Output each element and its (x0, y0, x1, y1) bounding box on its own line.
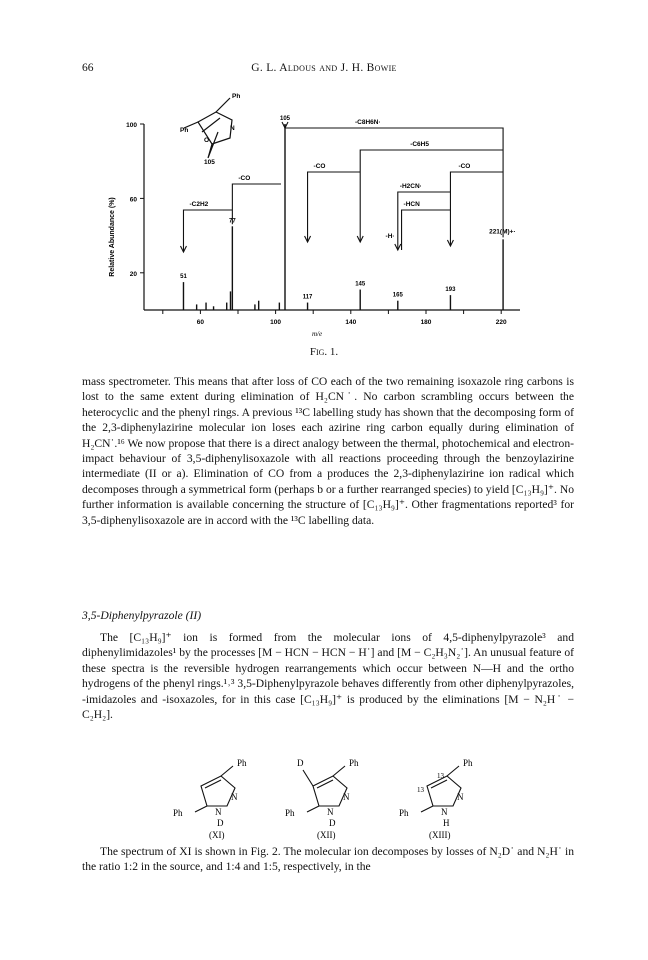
y-tick-label: 20 (129, 270, 137, 278)
section-heading: 3,5-Diphenylpyrazole (II) (82, 609, 202, 622)
peak-label-165: 165 (392, 292, 403, 299)
annot-c2h2: -C2H2 (189, 201, 209, 208)
struct-ph-left: Ph (180, 127, 189, 134)
xi-label: (XI) (209, 830, 225, 840)
annot-co-3: -CO (238, 175, 251, 182)
path-c6h5 (360, 150, 503, 242)
struct-105: 105 (204, 159, 215, 166)
y-tick-label: 60 (129, 196, 137, 204)
xiii-ph-left: Ph (399, 808, 409, 818)
annot-c8h6n: -C8H6N· (355, 119, 381, 126)
xii-n1: N (343, 792, 350, 802)
paragraph-3-text: The spectrum of XI is shown in Fig. 2. The molecular ion decomposes by losses of N₂D˙ and N₂H˙ in the ratio 1:2 in the source, and 1:4 and 1:5, respectively, in the (82, 845, 574, 874)
xiii-label: (XIII) (429, 830, 451, 840)
xi-d: D (217, 818, 224, 828)
chart-axes (109, 122, 520, 338)
struct-ph-top: Ph (232, 93, 241, 100)
xii-label: (XII) (317, 830, 336, 840)
path-co-3 (232, 184, 281, 224)
peak-label-117: 117 (302, 294, 313, 301)
paragraph-2 (82, 630, 574, 722)
running-authors: G. L. Aldous and J. H. Bowie (251, 62, 397, 74)
page-number: 66 (82, 62, 94, 74)
structure-xi (195, 766, 235, 812)
path-c8h6n (285, 124, 503, 237)
x-axis-label: m/e (312, 330, 323, 338)
x-tick-label: 220 (495, 319, 507, 326)
structure-xii (303, 766, 347, 812)
peak-label-193: 193 (445, 287, 456, 294)
annot-c6h5: -C6H5 (410, 141, 429, 148)
pyrazole-structures (165, 752, 495, 840)
xiii-n1: N (457, 792, 464, 802)
annot-co-2: -CO (313, 163, 326, 170)
xiii-13c-a: 13 (437, 772, 444, 780)
path-c2h2 (183, 210, 232, 252)
chart-peaks (180, 116, 503, 310)
xiii-h: H (443, 818, 450, 828)
annot-h2cn: -H2CN· (399, 183, 422, 190)
y-axis-label: Relative Abundance (%) (109, 197, 116, 277)
path-co-2 (308, 172, 361, 242)
x-tick-label: 140 (345, 319, 357, 326)
paragraph-1 (82, 374, 574, 528)
xiii-ph-top: Ph (463, 758, 473, 768)
x-tick-label: 180 (420, 319, 432, 326)
y-tick-label: 100 (126, 122, 137, 129)
paragraph-1-text: mass spectrometer. This means that after loss of CO each of the two remaining isoxazole ring carbons is lost to the same extent during elimination of H₂CN˙. No carbon scrambling occurs between the heterocyclic and the phenyl rings. A previous ¹³C labelling study has shown that the decomposing form of the 2,3-diphenylazirine molecular ion loses each azirine ring carbon equally during elimination of H₂CN˙.¹⁶ We now propose that there is a direct analogy between the thermal, photochemical and electron-impact behaviour of 3,5-diphenylisoxazole with all reactions proceeding through the benzoylazirine intermediate (II or a). Elimination of CO from a produces the 2,3-diphenylazirine ion radical which decomposes through a symmetrical form (perhaps b or a further rearranged species) to yield [C₁₃H₉]⁺. No further information is available concerning the structure of [C₁₃H₉]⁺. Other fragmentations reported³ for 3,5-diphenylisoxazole are in accord with the ¹³C labelling data. (82, 375, 574, 527)
struct-o: O (204, 137, 210, 144)
xii-ph-left: Ph (285, 808, 295, 818)
annot-h: -H· (385, 233, 395, 240)
peak-label-77: 77 (229, 218, 236, 225)
x-tick-label: 100 (270, 319, 282, 326)
struct-n: N (230, 125, 235, 132)
xii-ph-top: Ph (349, 758, 359, 768)
xii-d: D (329, 818, 336, 828)
annot-hcn: -HCN (403, 201, 420, 208)
peak-label-51: 51 (180, 274, 187, 281)
x-tick-label: 60 (196, 319, 205, 326)
xiii-13c-b: 13 (417, 786, 424, 794)
paragraph-3 (82, 844, 574, 875)
annot-co-1: -CO (458, 163, 471, 170)
peak-label-145: 145 (355, 281, 366, 288)
running-header (0, 62, 648, 78)
fragmentation-scheme (180, 122, 503, 252)
xi-ph-left: Ph (173, 808, 183, 818)
path-hcn (402, 210, 451, 250)
xiii-n2: N (441, 807, 448, 817)
annot-molecular-ion: 221(M)+· (489, 228, 516, 236)
peak-label-105: 105 (279, 116, 291, 122)
paragraph-2-text: The [C₁₃H₉]⁺ ion is formed from the molecular ions of 4,5-diphenylpyrazole³ and diphenylimidazoles¹ by the processes [M − HCN − HCN − H˙] and [M − C₂H₃N₂˙]. An unusual feature of these spectra is the reversible hydrogen rearrangements which occur between N—H and the ortho hydrogens of the phenyl rings.¹˒³ 3,5-Diphenylpyrazole behaves differently from other diphenylpyrazoles, -imidazoles and -isoxazoles, for in this case [C₁₃H₉]⁺ is produced by the eliminations [M − N₂H˙ − C₂H₂]. (82, 631, 574, 722)
xi-ph-top: Ph (237, 758, 247, 768)
mass-spectrum-figure (80, 92, 570, 362)
xi-n2: N (215, 807, 222, 817)
xii-n2: N (327, 807, 334, 817)
xii-d-top: D (297, 758, 304, 768)
isoxazole-structure (184, 98, 232, 158)
xi-n1: N (231, 792, 238, 802)
figure-caption: Fig. 1. (309, 346, 339, 358)
